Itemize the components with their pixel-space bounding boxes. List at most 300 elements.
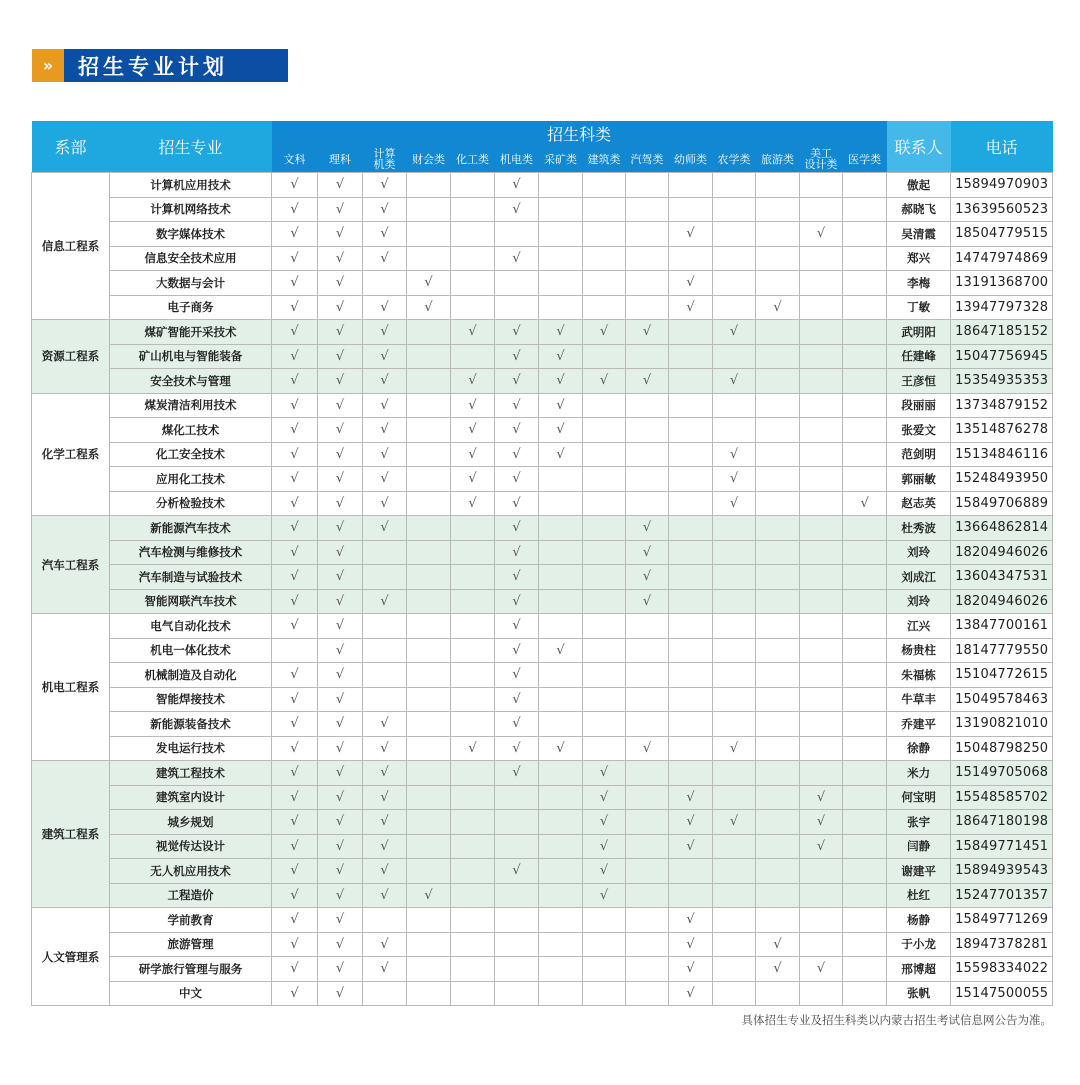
contact-cell: 武明阳: [887, 320, 951, 345]
check-mark-icon: √: [539, 442, 583, 467]
header-phone: 电话: [951, 121, 1053, 173]
empty-cell: [451, 932, 495, 957]
empty-cell: [669, 712, 713, 737]
check-mark-icon: √: [713, 442, 756, 467]
empty-cell: [756, 516, 800, 541]
check-mark-icon: √: [318, 173, 363, 198]
empty-cell: [669, 344, 713, 369]
check-mark-icon: √: [539, 418, 583, 443]
empty-cell: [583, 540, 626, 565]
empty-cell: [407, 663, 451, 688]
check-mark-icon: √: [318, 246, 363, 271]
empty-cell: [843, 369, 887, 394]
empty-cell: [843, 418, 887, 443]
empty-cell: [539, 810, 583, 835]
phone-cell: 14747974869: [951, 246, 1053, 271]
empty-cell: [626, 908, 669, 933]
empty-cell: [583, 246, 626, 271]
check-mark-icon: √: [318, 271, 363, 296]
empty-cell: [843, 785, 887, 810]
check-mark-icon: √: [272, 393, 318, 418]
enrollment-plan-table: [31, 121, 1053, 1006]
major-cell: 信息安全技术应用: [110, 246, 272, 271]
check-mark-icon: √: [626, 589, 669, 614]
check-mark-icon: √: [318, 614, 363, 639]
check-mark-icon: √: [713, 320, 756, 345]
empty-cell: [451, 197, 495, 222]
check-mark-icon: √: [669, 981, 713, 1006]
department-cell: 信息工程系: [32, 173, 110, 320]
check-mark-icon: √: [495, 491, 539, 516]
check-mark-icon: √: [626, 516, 669, 541]
phone-cell: 13191368700: [951, 271, 1053, 296]
empty-cell: [843, 173, 887, 198]
check-mark-icon: √: [318, 663, 363, 688]
check-mark-icon: √: [363, 957, 407, 982]
table-row: [32, 957, 1053, 982]
empty-cell: [583, 418, 626, 443]
empty-cell: [539, 908, 583, 933]
contact-cell: 张帆: [887, 981, 951, 1006]
empty-cell: [451, 246, 495, 271]
check-mark-icon: √: [272, 565, 318, 590]
empty-cell: [407, 687, 451, 712]
empty-cell: [363, 687, 407, 712]
phone-cell: 15598334022: [951, 957, 1053, 982]
phone-cell: 18147779550: [951, 638, 1053, 663]
empty-cell: [363, 271, 407, 296]
empty-cell: [451, 981, 495, 1006]
empty-cell: [451, 663, 495, 688]
contact-cell: 牛草丰: [887, 687, 951, 712]
empty-cell: [800, 663, 843, 688]
empty-cell: [713, 712, 756, 737]
empty-cell: [407, 589, 451, 614]
check-mark-icon: √: [495, 246, 539, 271]
empty-cell: [583, 271, 626, 296]
check-mark-icon: √: [495, 173, 539, 198]
empty-cell: [669, 663, 713, 688]
empty-cell: [800, 344, 843, 369]
empty-cell: [756, 540, 800, 565]
empty-cell: [669, 197, 713, 222]
empty-cell: [451, 344, 495, 369]
check-mark-icon: √: [318, 393, 363, 418]
phone-cell: 13604347531: [951, 565, 1053, 590]
major-cell: 智能网联汽车技术: [110, 589, 272, 614]
empty-cell: [800, 540, 843, 565]
phone-cell: 15147500055: [951, 981, 1053, 1006]
empty-cell: [756, 981, 800, 1006]
check-mark-icon: √: [669, 957, 713, 982]
empty-cell: [363, 540, 407, 565]
table-row: [32, 810, 1053, 835]
table-row: [32, 295, 1053, 320]
empty-cell: [669, 393, 713, 418]
major-cell: 大数据与会计: [110, 271, 272, 296]
empty-cell: [407, 908, 451, 933]
contact-cell: 闫静: [887, 834, 951, 859]
check-mark-icon: √: [669, 908, 713, 933]
empty-cell: [669, 246, 713, 271]
check-mark-icon: √: [272, 295, 318, 320]
empty-cell: [756, 197, 800, 222]
empty-cell: [800, 369, 843, 394]
empty-cell: [843, 761, 887, 786]
check-mark-icon: √: [495, 663, 539, 688]
check-mark-icon: √: [495, 565, 539, 590]
empty-cell: [843, 222, 887, 247]
check-mark-icon: √: [539, 736, 583, 761]
table-row: [32, 908, 1053, 933]
empty-cell: [713, 614, 756, 639]
header-category: 幼师类: [669, 146, 713, 173]
contact-cell: 郝晓飞: [887, 197, 951, 222]
empty-cell: [843, 442, 887, 467]
empty-cell: [539, 614, 583, 639]
check-mark-icon: √: [495, 442, 539, 467]
empty-cell: [583, 295, 626, 320]
empty-cell: [495, 295, 539, 320]
check-mark-icon: √: [363, 320, 407, 345]
empty-cell: [272, 638, 318, 663]
empty-cell: [407, 761, 451, 786]
major-cell: 汽车检测与维修技术: [110, 540, 272, 565]
check-mark-icon: √: [713, 369, 756, 394]
check-mark-icon: √: [451, 736, 495, 761]
empty-cell: [843, 932, 887, 957]
phone-cell: 15849771451: [951, 834, 1053, 859]
phone-cell: 15149705068: [951, 761, 1053, 786]
contact-cell: 吴清霞: [887, 222, 951, 247]
check-mark-icon: √: [363, 761, 407, 786]
empty-cell: [583, 638, 626, 663]
check-mark-icon: √: [583, 785, 626, 810]
empty-cell: [495, 222, 539, 247]
check-mark-icon: √: [272, 369, 318, 394]
empty-cell: [495, 908, 539, 933]
table-row: [32, 589, 1053, 614]
empty-cell: [626, 222, 669, 247]
empty-cell: [669, 883, 713, 908]
check-mark-icon: √: [539, 638, 583, 663]
empty-cell: [626, 491, 669, 516]
empty-cell: [539, 712, 583, 737]
empty-cell: [583, 614, 626, 639]
empty-cell: [539, 467, 583, 492]
contact-cell: 李梅: [887, 271, 951, 296]
check-mark-icon: √: [318, 638, 363, 663]
empty-cell: [626, 712, 669, 737]
empty-cell: [800, 173, 843, 198]
empty-cell: [800, 908, 843, 933]
empty-cell: [626, 981, 669, 1006]
empty-cell: [843, 540, 887, 565]
empty-cell: [539, 761, 583, 786]
header-category: 建筑类: [583, 146, 626, 173]
check-mark-icon: √: [495, 540, 539, 565]
empty-cell: [800, 295, 843, 320]
check-mark-icon: √: [451, 393, 495, 418]
check-mark-icon: √: [363, 883, 407, 908]
empty-cell: [407, 197, 451, 222]
empty-cell: [407, 393, 451, 418]
contact-cell: 丁敏: [887, 295, 951, 320]
empty-cell: [539, 589, 583, 614]
empty-cell: [713, 957, 756, 982]
empty-cell: [626, 442, 669, 467]
phone-cell: 18504779515: [951, 222, 1053, 247]
phone-cell: 13190821010: [951, 712, 1053, 737]
check-mark-icon: √: [318, 859, 363, 884]
check-mark-icon: √: [713, 810, 756, 835]
contact-cell: 刘玲: [887, 540, 951, 565]
contact-cell: 何宝明: [887, 785, 951, 810]
check-mark-icon: √: [363, 932, 407, 957]
empty-cell: [800, 467, 843, 492]
empty-cell: [363, 638, 407, 663]
table-row: [32, 418, 1053, 443]
empty-cell: [800, 516, 843, 541]
empty-cell: [407, 859, 451, 884]
empty-cell: [713, 687, 756, 712]
check-mark-icon: √: [669, 932, 713, 957]
empty-cell: [407, 491, 451, 516]
check-mark-icon: √: [272, 687, 318, 712]
empty-cell: [669, 418, 713, 443]
major-cell: 计算机网络技术: [110, 197, 272, 222]
footnote: 具体招生专业及招生科类以内蒙古招生考试信息网公告为准。: [741, 1013, 1052, 1027]
empty-cell: [843, 687, 887, 712]
empty-cell: [583, 687, 626, 712]
phone-cell: 15049578463: [951, 687, 1053, 712]
check-mark-icon: √: [363, 369, 407, 394]
check-mark-icon: √: [495, 638, 539, 663]
empty-cell: [713, 246, 756, 271]
empty-cell: [713, 393, 756, 418]
check-mark-icon: √: [626, 320, 669, 345]
check-mark-icon: √: [318, 442, 363, 467]
check-mark-icon: √: [800, 834, 843, 859]
phone-cell: 15894970903: [951, 173, 1053, 198]
empty-cell: [626, 957, 669, 982]
empty-cell: [800, 614, 843, 639]
empty-cell: [626, 638, 669, 663]
empty-cell: [626, 614, 669, 639]
empty-cell: [451, 565, 495, 590]
empty-cell: [451, 810, 495, 835]
empty-cell: [713, 271, 756, 296]
empty-cell: [407, 712, 451, 737]
check-mark-icon: √: [318, 883, 363, 908]
empty-cell: [626, 173, 669, 198]
empty-cell: [451, 614, 495, 639]
check-mark-icon: √: [272, 810, 318, 835]
empty-cell: [626, 246, 669, 271]
table-row: [32, 271, 1053, 296]
check-mark-icon: √: [495, 344, 539, 369]
check-mark-icon: √: [318, 736, 363, 761]
empty-cell: [756, 663, 800, 688]
empty-cell: [539, 246, 583, 271]
table-row: [32, 834, 1053, 859]
empty-cell: [451, 785, 495, 810]
check-mark-icon: √: [318, 369, 363, 394]
empty-cell: [800, 932, 843, 957]
check-mark-icon: √: [272, 271, 318, 296]
empty-cell: [451, 687, 495, 712]
table-row: [32, 638, 1053, 663]
phone-cell: 13639560523: [951, 197, 1053, 222]
table-row: [32, 614, 1053, 639]
empty-cell: [626, 883, 669, 908]
check-mark-icon: √: [843, 491, 887, 516]
check-mark-icon: √: [318, 565, 363, 590]
empty-cell: [756, 565, 800, 590]
check-mark-icon: √: [363, 859, 407, 884]
table-row: [32, 442, 1053, 467]
check-mark-icon: √: [363, 467, 407, 492]
empty-cell: [407, 981, 451, 1006]
check-mark-icon: √: [495, 859, 539, 884]
check-mark-icon: √: [495, 418, 539, 443]
empty-cell: [539, 932, 583, 957]
check-mark-icon: √: [495, 320, 539, 345]
empty-cell: [843, 589, 887, 614]
check-mark-icon: √: [363, 418, 407, 443]
check-mark-icon: √: [451, 467, 495, 492]
phone-cell: 18647185152: [951, 320, 1053, 345]
empty-cell: [451, 834, 495, 859]
empty-cell: [843, 197, 887, 222]
empty-cell: [800, 565, 843, 590]
empty-cell: [539, 565, 583, 590]
check-mark-icon: √: [272, 246, 318, 271]
check-mark-icon: √: [363, 295, 407, 320]
check-mark-icon: √: [272, 344, 318, 369]
header-dept: 系部: [32, 121, 110, 173]
phone-cell: 13664862814: [951, 516, 1053, 541]
department-cell: 建筑工程系: [32, 761, 110, 908]
empty-cell: [539, 687, 583, 712]
empty-cell: [713, 785, 756, 810]
header-category: 化工类: [451, 146, 495, 173]
phone-cell: 15247701357: [951, 883, 1053, 908]
check-mark-icon: √: [583, 369, 626, 394]
contact-cell: 邢博超: [887, 957, 951, 982]
contact-cell: 段丽丽: [887, 393, 951, 418]
empty-cell: [843, 614, 887, 639]
empty-cell: [626, 467, 669, 492]
empty-cell: [756, 761, 800, 786]
empty-cell: [713, 981, 756, 1006]
check-mark-icon: √: [539, 393, 583, 418]
empty-cell: [583, 344, 626, 369]
empty-cell: [539, 197, 583, 222]
empty-cell: [669, 369, 713, 394]
empty-cell: [843, 859, 887, 884]
contact-cell: 朱福栋: [887, 663, 951, 688]
contact-cell: 于小龙: [887, 932, 951, 957]
empty-cell: [495, 957, 539, 982]
major-cell: 研学旅行管理与服务: [110, 957, 272, 982]
empty-cell: [843, 663, 887, 688]
check-mark-icon: √: [669, 810, 713, 835]
empty-cell: [539, 271, 583, 296]
check-mark-icon: √: [495, 516, 539, 541]
empty-cell: [843, 246, 887, 271]
check-mark-icon: √: [318, 344, 363, 369]
check-mark-icon: √: [318, 761, 363, 786]
major-cell: 煤矿智能开采技术: [110, 320, 272, 345]
table-row: [32, 981, 1053, 1006]
empty-cell: [843, 957, 887, 982]
check-mark-icon: √: [800, 957, 843, 982]
major-cell: 建筑工程技术: [110, 761, 272, 786]
major-cell: 电子商务: [110, 295, 272, 320]
check-mark-icon: √: [756, 957, 800, 982]
phone-cell: 15134846116: [951, 442, 1053, 467]
empty-cell: [363, 908, 407, 933]
empty-cell: [539, 491, 583, 516]
phone-cell: 15548585702: [951, 785, 1053, 810]
check-mark-icon: √: [583, 883, 626, 908]
department-cell: 汽车工程系: [32, 516, 110, 614]
phone-cell: 15354935353: [951, 369, 1053, 394]
empty-cell: [539, 834, 583, 859]
check-mark-icon: √: [272, 442, 318, 467]
check-mark-icon: √: [318, 834, 363, 859]
empty-cell: [451, 589, 495, 614]
check-mark-icon: √: [669, 785, 713, 810]
phone-cell: 13847700161: [951, 614, 1053, 639]
check-mark-icon: √: [756, 295, 800, 320]
empty-cell: [583, 393, 626, 418]
empty-cell: [451, 516, 495, 541]
empty-cell: [626, 932, 669, 957]
check-mark-icon: √: [318, 908, 363, 933]
check-mark-icon: √: [318, 957, 363, 982]
empty-cell: [451, 173, 495, 198]
empty-cell: [756, 687, 800, 712]
check-mark-icon: √: [363, 834, 407, 859]
empty-cell: [539, 173, 583, 198]
empty-cell: [843, 467, 887, 492]
major-cell: 煤化工技术: [110, 418, 272, 443]
header-category: 计算 机类: [363, 146, 407, 173]
empty-cell: [583, 712, 626, 737]
check-mark-icon: √: [272, 712, 318, 737]
empty-cell: [626, 663, 669, 688]
empty-cell: [626, 859, 669, 884]
empty-cell: [407, 565, 451, 590]
empty-cell: [843, 981, 887, 1006]
empty-cell: [583, 565, 626, 590]
empty-cell: [800, 712, 843, 737]
empty-cell: [843, 810, 887, 835]
major-cell: 学前教育: [110, 908, 272, 933]
empty-cell: [626, 295, 669, 320]
empty-cell: [451, 761, 495, 786]
empty-cell: [626, 271, 669, 296]
empty-cell: [583, 932, 626, 957]
check-mark-icon: √: [363, 491, 407, 516]
empty-cell: [407, 540, 451, 565]
phone-cell: 15849706889: [951, 491, 1053, 516]
empty-cell: [843, 393, 887, 418]
table-row: [32, 785, 1053, 810]
contact-cell: 张爱文: [887, 418, 951, 443]
